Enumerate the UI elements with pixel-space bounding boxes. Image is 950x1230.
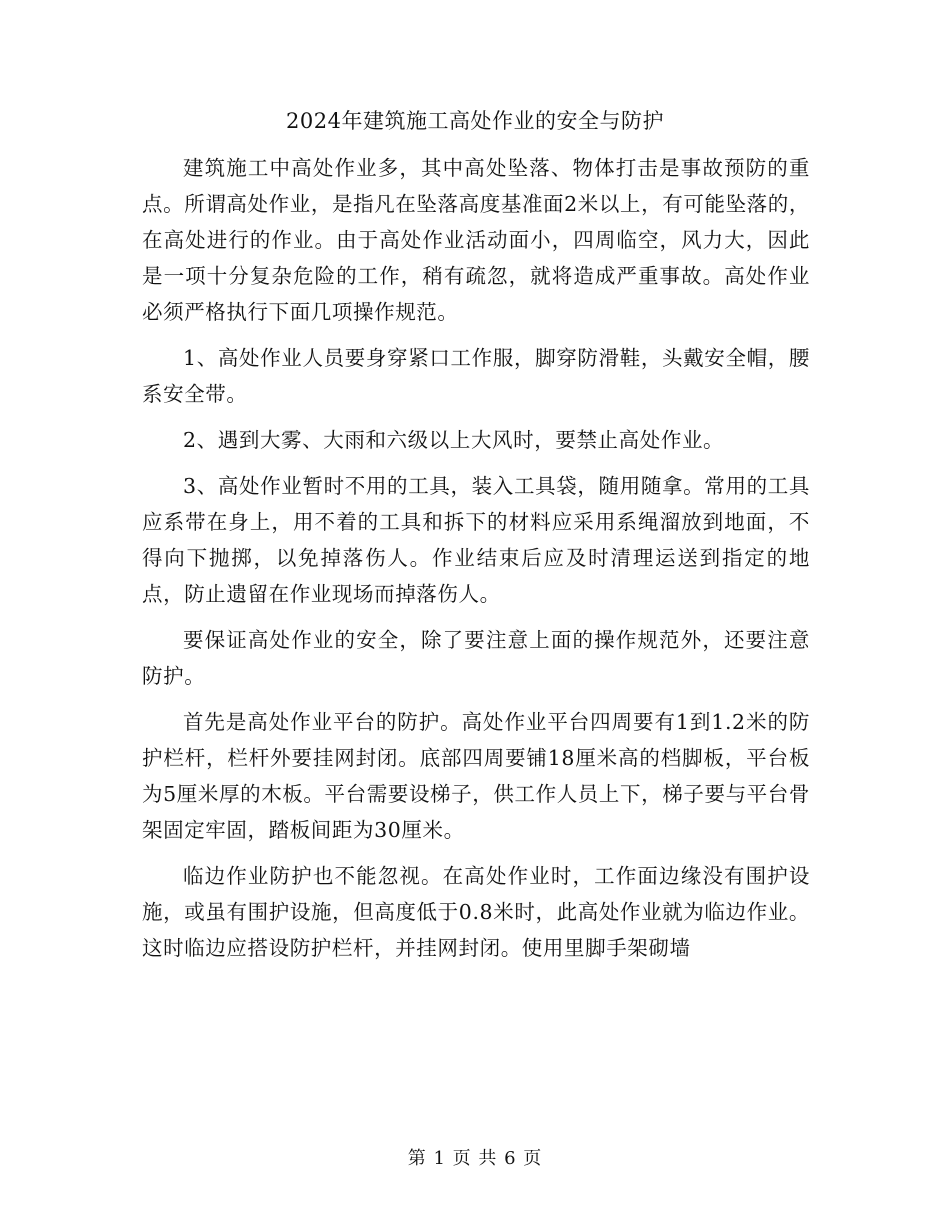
paragraph-edge-protection: 临边作业防护也不能忽视。在高处作业时，工作面边缘没有围护设施，或虽有围护设施，但高度低于0.8米时，此高处作业就为临边作业。这时临边应搭设防护栏杆，并挂网封闭。使用里脚手架砌墙: [142, 864, 810, 960]
paragraph-rule-1: 1、高处作业人员要身穿紧口工作服，脚穿防滑鞋，头戴安全帽，腰系安全带。: [142, 346, 810, 406]
document-body: [142, 150, 810, 976]
paragraph-rule-3: 3、高处作业暂时不用的工具，装入工具袋，随用随拿。常用的工具应系带在身上，用不着的工具和拆下的材料应采用系绳溜放到地面，不得向下抛掷，以免掉落伤人。作业结束后应及时清理运送到指定的地点，防止遗留在作业现场而掉落伤人。: [142, 474, 810, 606]
page-footer: 第 1 页 共 6 页: [407, 1148, 543, 1169]
paragraph-rule-2: 2、遇到大雾、大雨和六级以上大风时，要禁止高处作业。: [183, 428, 725, 452]
paragraph-platform-protection: 首先是高处作业平台的防护。高处作业平台四周要有1到1.2米的防护栏杆，栏杆外要挂网封闭。底部四周要铺18厘米高的档脚板，平台板为5厘米厚的木板。平台需要设梯子，供工作人员上下，梯子要与平台骨架固定牢固，踏板间距为30厘米。: [142, 710, 810, 842]
paragraph-intro: 建筑施工中高处作业多，其中高处坠落、物体打击是事故预防的重点。所谓高处作业，是指凡在坠落高度基准面2米以上，有可能坠落的，在高处进行的作业。由于高处作业活动面小，四周临空，风力大，因此是一项十分复杂危险的工作，稍有疏忽，就将造成严重事故。高处作业必须严格执行下面几项操作规范。: [142, 156, 810, 324]
paragraph-protection-intro: 要保证高处作业的安全，除了要注意上面的操作规范外，还要注意防护。: [142, 628, 810, 688]
document-title: 2024年建筑施工高处作业的安全与防护: [286, 109, 664, 133]
